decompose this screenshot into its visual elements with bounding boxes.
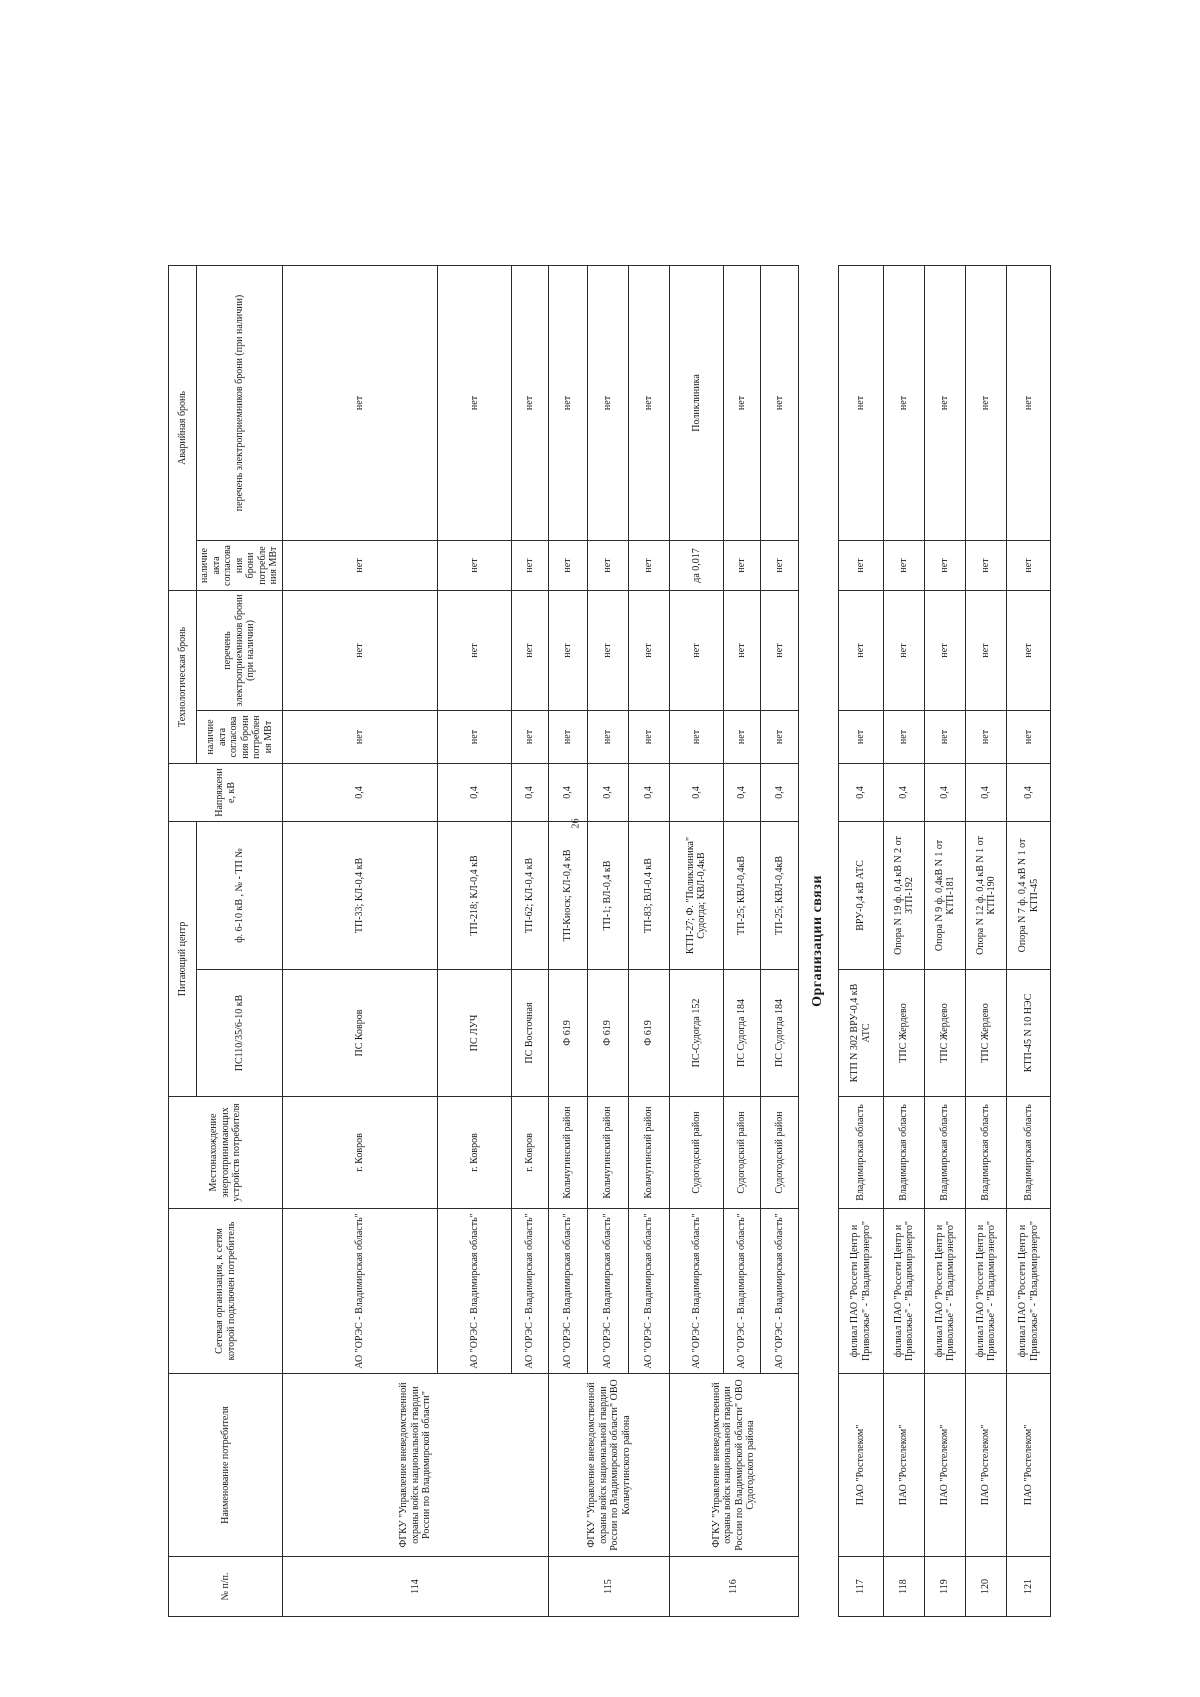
- cell-location: Судогодский район: [670, 1097, 724, 1209]
- cell-num: 118: [883, 1557, 925, 1617]
- cell-emerg-act: нет: [549, 540, 588, 590]
- cell-tech-act: нет: [925, 710, 966, 763]
- cell-tech-list: нет: [587, 590, 629, 710]
- table-row: [549, 265, 588, 1616]
- cell-num: 121: [1007, 1557, 1051, 1617]
- cell-consumer: ПАО "Ростелеком": [965, 1374, 1007, 1557]
- cell-location: Кольчугинский район: [587, 1097, 629, 1209]
- cell-emerg-list: нет: [925, 265, 966, 540]
- header-location: Местонахождение энергопринимающих устройств потребителя: [169, 1097, 283, 1209]
- cell-grid-org: АО "ОРЭС - Владимирская область": [283, 1209, 438, 1374]
- cell-grid-org: АО "ОРЭС - Владимирская область": [761, 1209, 798, 1374]
- cell-grid-org: АО "ОРЭС - Владимирская область": [629, 1209, 670, 1374]
- cell-consumer: ФГКУ "Управление вневедомственной охраны войск национальной гвардии России по Владимирской области" ОВО Кольчугинского района: [549, 1374, 670, 1557]
- cell-emerg-act: нет: [1007, 540, 1051, 590]
- table-row: [283, 265, 438, 1616]
- cell-tech-list: нет: [1007, 590, 1051, 710]
- cell-tech-act: нет: [283, 710, 438, 763]
- cell-voltage: 0,4: [761, 763, 798, 821]
- cell-emerg-list: Поликлиника: [670, 265, 724, 540]
- cell-voltage: 0,4: [965, 763, 1007, 821]
- cell-grid-org: филиал ПАО "Россети Центр и Приволжье" - "Владимирэнерго": [965, 1209, 1007, 1374]
- cell-tech-act: нет: [587, 710, 629, 763]
- reserve-table: [168, 265, 1051, 1617]
- cell-ps: КТП N 302 ВРУ-0,4 кВ АТС: [839, 970, 884, 1097]
- cell-ps: ТПС Жердево: [965, 970, 1007, 1097]
- page-number: 26: [570, 818, 582, 829]
- table-row: [883, 265, 925, 1616]
- cell-emerg-act: нет: [883, 540, 925, 590]
- cell-consumer: ПАО "Ростелеком": [925, 1374, 966, 1557]
- header-ps: ПС110/35/6-10 кВ: [197, 970, 283, 1097]
- cell-location: Судогодский район: [723, 1097, 760, 1209]
- cell-emerg-act: нет: [723, 540, 760, 590]
- cell-emerg-list: нет: [283, 265, 438, 540]
- cell-tech-act: нет: [629, 710, 670, 763]
- cell-voltage: 0,4: [549, 763, 588, 821]
- cell-num: 117: [839, 1557, 884, 1617]
- cell-feeder: ТП-25; КВЛ-0,4кВ: [761, 821, 798, 969]
- cell-ps: ПС ЛУЧ: [438, 970, 512, 1097]
- cell-feeder: Опора N 7 ф. 0,4 кВ N 1 от КТП-45: [1007, 821, 1051, 969]
- cell-ps: Ф 619: [629, 970, 670, 1097]
- cell-emerg-list: нет: [587, 265, 629, 540]
- cell-grid-org: филиал ПАО "Россети Центр и Приволжье" - "Владимирэнерго": [1007, 1209, 1051, 1374]
- cell-tech-act: нет: [839, 710, 884, 763]
- cell-grid-org: АО "ОРЭС - Владимирская область": [438, 1209, 512, 1374]
- cell-tech-list: нет: [839, 590, 884, 710]
- landscape-sheet: [168, 266, 1051, 1617]
- cell-num: 120: [965, 1557, 1007, 1617]
- cell-tech-list: нет: [549, 590, 588, 710]
- cell-emerg-list: нет: [883, 265, 925, 540]
- cell-voltage: 0,4: [723, 763, 760, 821]
- header-num: № п/п.: [169, 1557, 283, 1617]
- cell-feeder: ТП-25; КВЛ-0,4кВ: [723, 821, 760, 969]
- section-title: Организации связи: [798, 265, 839, 1616]
- cell-tech-act: нет: [723, 710, 760, 763]
- cell-location: г. Ковров: [438, 1097, 512, 1209]
- cell-grid-org: АО "ОРЭС - Владимирская область": [549, 1209, 588, 1374]
- header-tech-list: перечень электроприемников брони (при наличии): [197, 590, 283, 710]
- cell-consumer: ПАО "Ростелеком": [839, 1374, 884, 1557]
- cell-voltage: 0,4: [283, 763, 438, 821]
- cell-emerg-act: да 0,017: [670, 540, 724, 590]
- header-emergency-reserve: Аварийная бронь: [169, 265, 197, 590]
- cell-emerg-list: нет: [511, 265, 548, 540]
- cell-num: 116: [670, 1557, 799, 1617]
- header-feeder: ф. 6-10 кВ , № - ТП №: [197, 821, 283, 969]
- cell-tech-list: нет: [723, 590, 760, 710]
- header-voltage: Напряжение, кВ: [169, 763, 283, 821]
- cell-voltage: 0,4: [1007, 763, 1051, 821]
- header-tech-reserve: Технологическая бронь: [169, 590, 197, 763]
- cell-location: Кольчугинский район: [629, 1097, 670, 1209]
- section-row: [798, 265, 839, 1616]
- table-row: [1007, 265, 1051, 1616]
- cell-voltage: 0,4: [839, 763, 884, 821]
- cell-feeder: ТП-62; КЛ-0,4 кВ: [511, 821, 548, 969]
- cell-consumer: ФГКУ "Управление вневедомственной охраны войск национальной гвардии России по Владимирской области": [283, 1374, 549, 1557]
- cell-feeder: КТП-27; Ф. "Поликлиника" Судогда; КВЛ-0,4кВ: [670, 821, 724, 969]
- cell-ps: Ф 619: [549, 970, 588, 1097]
- cell-consumer: ПАО "Ростелеком": [883, 1374, 925, 1557]
- cell-tech-list: нет: [438, 590, 512, 710]
- cell-ps: ПС-Судогда 152: [670, 970, 724, 1097]
- cell-consumer: ПАО "Ростелеком": [1007, 1374, 1051, 1557]
- cell-grid-org: АО "ОРЭС - Владимирская область": [511, 1209, 548, 1374]
- table-row: [925, 265, 966, 1616]
- cell-emerg-list: нет: [761, 265, 798, 540]
- cell-emerg-list: нет: [1007, 265, 1051, 540]
- cell-feeder: ТП-218; КЛ-0,4 кВ: [438, 821, 512, 969]
- cell-tech-list: нет: [883, 590, 925, 710]
- cell-consumer: ФГКУ "Управление вневедомственной охраны войск национальной гвардии России по Владимирской области" ОВО Судогодского района: [670, 1374, 799, 1557]
- cell-feeder: ТП-33; КЛ-0,4 кВ: [283, 821, 438, 969]
- header-emerg-act: наличие акта согласования брони потребления МВт: [197, 540, 283, 590]
- rotated-table-wrapper: [168, 266, 1051, 1617]
- table-row: [670, 265, 724, 1616]
- cell-ps: КТП-45 N 10 НЭС: [1007, 970, 1051, 1097]
- cell-tech-act: нет: [761, 710, 798, 763]
- cell-location: Владимирская область: [883, 1097, 925, 1209]
- cell-location: Владимирская область: [925, 1097, 966, 1209]
- cell-tech-list: нет: [283, 590, 438, 710]
- cell-location: Владимирская область: [1007, 1097, 1051, 1209]
- cell-location: Владимирская область: [839, 1097, 884, 1209]
- cell-feeder: Опора N 9 ф. 0,4кВ N 1 от КТП-181: [925, 821, 966, 969]
- cell-voltage: 0,4: [629, 763, 670, 821]
- cell-num: 115: [549, 1557, 670, 1617]
- cell-emerg-list: нет: [839, 265, 884, 540]
- cell-feeder: ТП-1; ВЛ-0,4 кВ: [587, 821, 629, 969]
- cell-emerg-act: нет: [965, 540, 1007, 590]
- cell-ps: ПС Восточная: [511, 970, 548, 1097]
- cell-emerg-act: нет: [587, 540, 629, 590]
- cell-ps: ПС Ковров: [283, 970, 438, 1097]
- cell-tech-act: нет: [549, 710, 588, 763]
- cell-tech-list: нет: [670, 590, 724, 710]
- header-tech-act: наличие акта согласования брони потребления МВт: [197, 710, 283, 763]
- cell-feeder: Опора N 12 ф. 0,4 кВ N 1 от КТП-190: [965, 821, 1007, 969]
- cell-feeder: ТП-Киоск; КЛ-0,4 кВ: [549, 821, 588, 969]
- cell-num: 119: [925, 1557, 966, 1617]
- cell-ps: ПС Судогда 184: [761, 970, 798, 1097]
- cell-tech-act: нет: [511, 710, 548, 763]
- cell-emerg-act: нет: [438, 540, 512, 590]
- cell-emerg-list: нет: [629, 265, 670, 540]
- cell-tech-list: нет: [925, 590, 966, 710]
- cell-voltage: 0,4: [883, 763, 925, 821]
- cell-emerg-act: нет: [511, 540, 548, 590]
- cell-voltage: 0,4: [511, 763, 548, 821]
- cell-emerg-act: нет: [925, 540, 966, 590]
- cell-voltage: 0,4: [438, 763, 512, 821]
- cell-tech-act: нет: [1007, 710, 1051, 763]
- cell-tech-list: нет: [761, 590, 798, 710]
- cell-ps: ТПС Жердево: [925, 970, 966, 1097]
- cell-voltage: 0,4: [925, 763, 966, 821]
- cell-emerg-act: нет: [629, 540, 670, 590]
- cell-location: Кольчугинский район: [549, 1097, 588, 1209]
- cell-grid-org: АО "ОРЭС - Владимирская область": [587, 1209, 629, 1374]
- cell-ps: Ф 619: [587, 970, 629, 1097]
- cell-voltage: 0,4: [670, 763, 724, 821]
- header-power-center: Питающий центр: [169, 821, 197, 1096]
- cell-location: г. Ковров: [511, 1097, 548, 1209]
- cell-grid-org: филиал ПАО "Россети Центр и Приволжье" - "Владимирэнерго": [883, 1209, 925, 1374]
- cell-grid-org: АО "ОРЭС - Владимирская область": [670, 1209, 724, 1374]
- cell-emerg-act: нет: [839, 540, 884, 590]
- cell-location: г. Ковров: [283, 1097, 438, 1209]
- cell-feeder: Опора N 19 ф. 0,4 кВ N 2 от ЗТП-192: [883, 821, 925, 969]
- header-emerg-list: перечень электроприемников брони (при наличии): [197, 265, 283, 540]
- cell-emerg-act: нет: [761, 540, 798, 590]
- cell-tech-act: нет: [883, 710, 925, 763]
- cell-emerg-act: нет: [283, 540, 438, 590]
- cell-location: Судогодский район: [761, 1097, 798, 1209]
- cell-tech-list: нет: [511, 590, 548, 710]
- cell-num: 114: [283, 1557, 549, 1617]
- cell-tech-act: нет: [438, 710, 512, 763]
- table-row: [839, 265, 884, 1616]
- cell-voltage: 0,4: [587, 763, 629, 821]
- cell-ps: ПС Судогда 184: [723, 970, 760, 1097]
- cell-ps: ТПС Жердево: [883, 970, 925, 1097]
- cell-tech-list: нет: [965, 590, 1007, 710]
- cell-grid-org: филиал ПАО "Россети Центр и Приволжье" - "Владимирэнерго": [925, 1209, 966, 1374]
- cell-tech-act: нет: [965, 710, 1007, 763]
- cell-tech-list: нет: [629, 590, 670, 710]
- cell-grid-org: филиал ПАО "Россети Центр и Приволжье" - "Владимирэнерго": [839, 1209, 884, 1374]
- table-row: [965, 265, 1007, 1616]
- cell-emerg-list: нет: [965, 265, 1007, 540]
- cell-emerg-list: нет: [438, 265, 512, 540]
- cell-emerg-list: нет: [723, 265, 760, 540]
- header-consumer: Наименование потребителя: [169, 1374, 283, 1557]
- cell-feeder: ТП-83; ВЛ-0,4 кВ: [629, 821, 670, 969]
- header-grid-org: Сетевая организация, к сетям которой подключен потребитель: [169, 1209, 283, 1374]
- cell-emerg-list: нет: [549, 265, 588, 540]
- cell-location: Владимирская область: [965, 1097, 1007, 1209]
- cell-tech-act: нет: [670, 710, 724, 763]
- cell-feeder: ВРУ-0,4 кВ АТС: [839, 821, 884, 969]
- cell-grid-org: АО "ОРЭС - Владимирская область": [723, 1209, 760, 1374]
